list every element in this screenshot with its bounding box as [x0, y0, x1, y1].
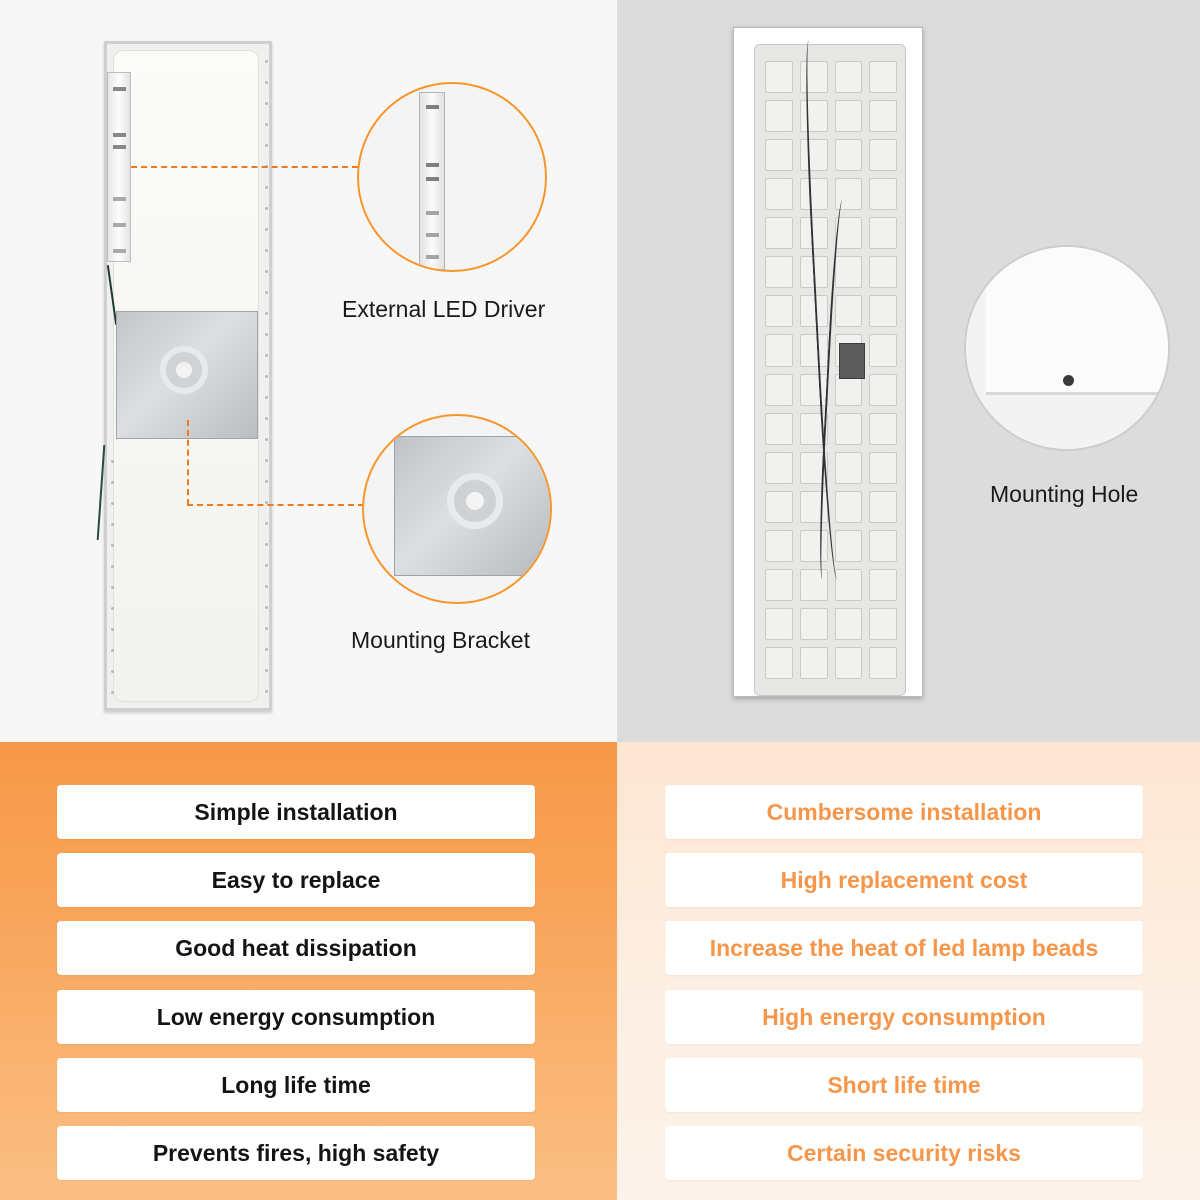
screw-dot — [111, 481, 114, 484]
screw-dot — [265, 417, 268, 420]
mounting-bracket-label: Mounting Bracket — [351, 627, 530, 653]
bracket-leader-line — [187, 504, 364, 506]
heat-grid-cell — [835, 61, 863, 93]
external-led-driver-label: External LED Driver — [342, 296, 546, 322]
screw-dot — [111, 586, 114, 589]
screw-dot — [111, 523, 114, 526]
bracket-zoom-ring — [447, 473, 503, 529]
disadvantage-item: Certain security risks — [665, 1126, 1143, 1180]
heat-grid-cell — [869, 139, 897, 171]
heat-grid-cell — [869, 334, 897, 366]
screw-dot — [265, 480, 268, 483]
heat-grid-cell — [869, 647, 897, 679]
screw-dot — [265, 270, 268, 273]
heat-grid-cell — [869, 295, 897, 327]
heat-grid-cell — [835, 608, 863, 640]
screw-dot — [111, 607, 114, 610]
heat-grid-cell — [869, 452, 897, 484]
advantage-item: Prevents fires, high safety — [57, 1126, 535, 1180]
screw-dot — [265, 585, 268, 588]
heat-grid-cell — [765, 491, 793, 523]
screw-dot — [265, 144, 268, 147]
heat-grid-cell — [835, 100, 863, 132]
hole-dot — [1063, 375, 1074, 386]
heat-grid-cell — [765, 530, 793, 562]
heat-grid-cell — [869, 256, 897, 288]
screw-dot — [265, 81, 268, 84]
heat-grid-cell — [765, 139, 793, 171]
disadvantage-item: Increase the heat of led lamp beads — [665, 921, 1143, 975]
heat-grid-cell — [765, 374, 793, 406]
advantage-item: Long life time — [57, 1058, 535, 1112]
screw-dot — [265, 648, 268, 651]
driver-leader-line — [131, 166, 358, 168]
heat-grid-cell — [869, 491, 897, 523]
advantage-item: Good heat dissipation — [57, 921, 535, 975]
disadvantage-item: High replacement cost — [665, 853, 1143, 907]
screw-dot — [265, 291, 268, 294]
heat-grid-cell — [765, 452, 793, 484]
screw-dot — [265, 249, 268, 252]
heat-grid-cell — [765, 61, 793, 93]
bracket-zoom-circle — [362, 414, 552, 604]
heat-grid-cell — [869, 178, 897, 210]
heat-grid-cell — [800, 647, 828, 679]
disadvantage-item: Cumbersome installation — [665, 785, 1143, 839]
heat-grid-cell — [835, 647, 863, 679]
driver-zoom-circle — [357, 82, 547, 272]
screw-dot — [111, 460, 114, 463]
screw-dot — [111, 565, 114, 568]
heat-grid-cell — [765, 413, 793, 445]
heat-grid-cell — [800, 608, 828, 640]
mounting-hole-icon — [966, 247, 1168, 449]
mounting-bracket-zoom-icon — [394, 436, 552, 576]
heat-grid-cell — [765, 569, 793, 601]
screw-dot — [265, 627, 268, 630]
led-driver-icon — [107, 72, 131, 262]
screw-dot — [265, 375, 268, 378]
heat-grid-cell — [765, 334, 793, 366]
heat-grid-cell — [765, 178, 793, 210]
screw-dot — [265, 312, 268, 315]
heat-grid-cell — [869, 61, 897, 93]
screw-dot — [265, 564, 268, 567]
heat-grid-cell — [869, 569, 897, 601]
heat-grid-cell — [765, 608, 793, 640]
advantage-item: Low energy consumption — [57, 990, 535, 1044]
advantage-item: Simple installation — [57, 785, 535, 839]
heat-grid-cell — [765, 256, 793, 288]
heat-grid-cell — [835, 139, 863, 171]
bracket-leader-line-vertical — [187, 420, 189, 505]
screw-dot — [265, 102, 268, 105]
screw-dot — [265, 207, 268, 210]
screw-dot — [265, 543, 268, 546]
heat-grid-cell — [869, 413, 897, 445]
screw-dot — [265, 669, 268, 672]
screw-dot — [265, 354, 268, 357]
screw-dot — [111, 649, 114, 652]
screw-dot — [111, 628, 114, 631]
screw-dot — [265, 438, 268, 441]
heat-grid-cell — [765, 217, 793, 249]
screw-dot — [265, 690, 268, 693]
screw-dot — [265, 606, 268, 609]
mounting-hole-label: Mounting Hole — [990, 481, 1139, 507]
advantage-item: Easy to replace — [57, 853, 535, 907]
heat-grid-cell — [765, 295, 793, 327]
screw-dot — [265, 228, 268, 231]
screw-dot — [111, 670, 114, 673]
screw-dot — [111, 502, 114, 505]
heat-grid-cell — [835, 178, 863, 210]
screw-dot — [111, 691, 114, 694]
heat-grid-cell — [765, 100, 793, 132]
disadvantage-item: High energy consumption — [665, 990, 1143, 1044]
mounting-hole-zoom-circle — [964, 245, 1170, 451]
heat-grid-cell — [869, 608, 897, 640]
screw-dot — [265, 123, 268, 126]
screw-dot — [265, 522, 268, 525]
screw-dot — [111, 544, 114, 547]
heat-grid-cell — [869, 100, 897, 132]
screw-dot — [265, 186, 268, 189]
bracket-ring — [160, 346, 208, 394]
led-driver-zoom-icon — [419, 92, 445, 270]
heat-grid-cell — [869, 530, 897, 562]
screw-dot — [265, 459, 268, 462]
heat-grid-cell — [765, 647, 793, 679]
heat-grid-cell — [869, 374, 897, 406]
screw-dot — [265, 333, 268, 336]
screw-dot — [265, 396, 268, 399]
disadvantage-item: Short life time — [665, 1058, 1143, 1112]
heat-grid-cell — [869, 217, 897, 249]
screw-dot — [265, 60, 268, 63]
panel-corner — [986, 245, 1170, 395]
